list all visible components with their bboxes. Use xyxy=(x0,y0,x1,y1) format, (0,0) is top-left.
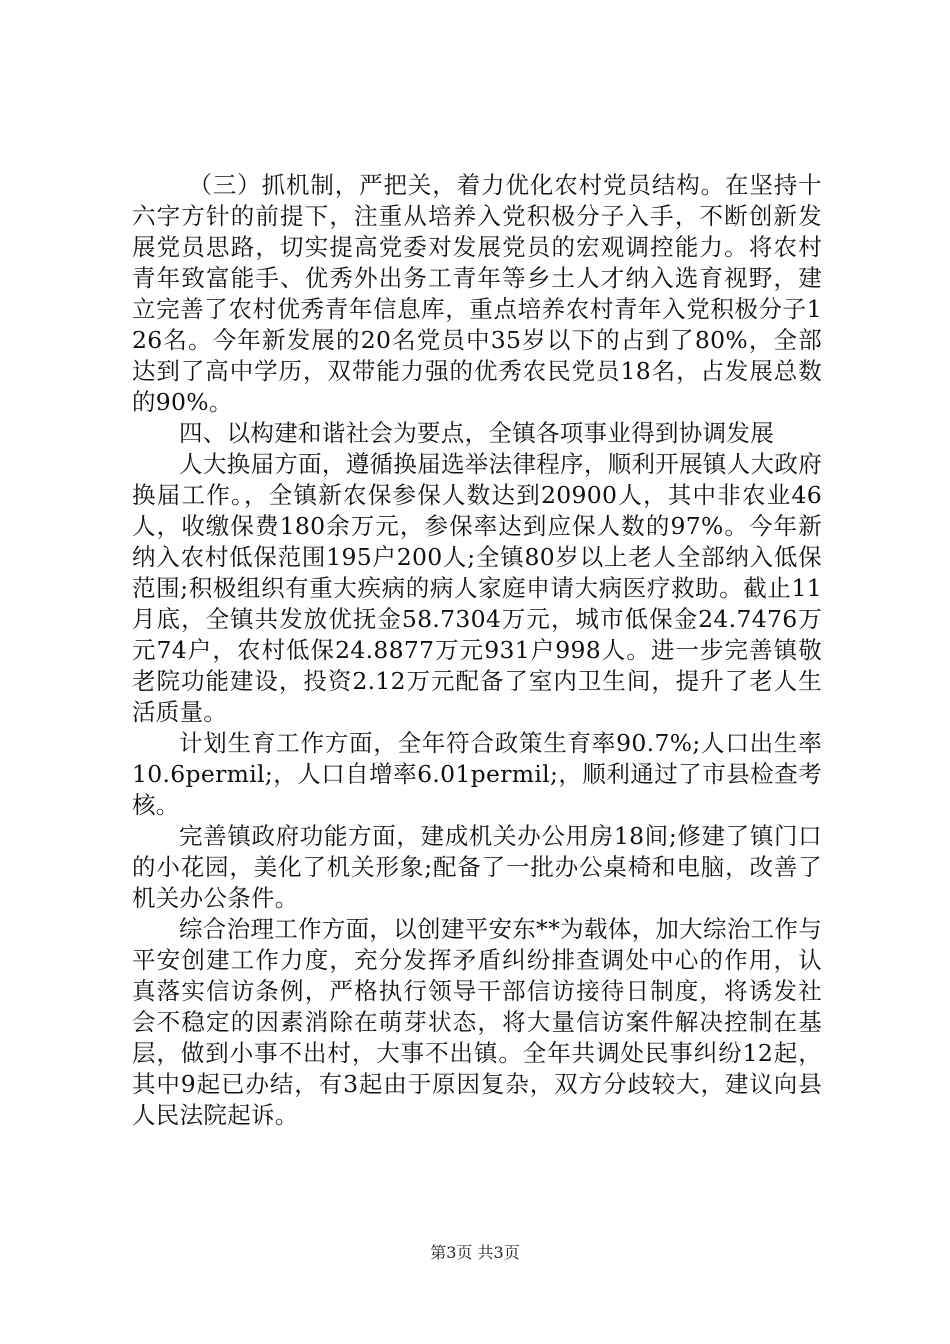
paragraph-npc-election: 人大换届方面，遵循换届选举法律程序，顺利开展镇人大政府换届工作。，全镇新农保参保人数达到20900人，其中非农业46人，收缴保费180余万元，参保率达到应保人数的97%。今年新纳入农村低保范围195户200人;全镇80岁以上老人全部纳入低保范围;积极组织有重大疾病的病人家庭申请大病医疗救助。截止11月底，全镇共发放优抚金58.7304万元，城市低保金24.7476万元74户，农村低保24.8877万元931户998人。进一步完善镇敬老院功能建设，投资2.12万元配备了室内卫生间，提升了老人生活质量。 xyxy=(132,450,822,726)
paragraph-comprehensive-governance: 综合治理工作方面，以创建平安东**为载体，加大综治工作与平安创建工作力度，充分发挥矛盾纠纷排查调处中心的作用，认真落实信访条例，严格执行领导干部信访接待日制度，将诱发社会不稳定的因素消除在萌芽状态，将大量信访案件解决控制在基层，做到小事不出村，大事不出镇。全年共调处民事纠纷12起，其中9起已办结，有3起由于原因复杂，双方分歧较大，建议向县人民法院起诉。 xyxy=(132,915,822,1129)
document-body xyxy=(132,170,822,1131)
page-number-footer: 第3页 共3页 xyxy=(430,1243,520,1262)
paragraph-government-function: 完善镇政府功能方面，建成机关办公用房18间;修建了镇门口的小花园，美化了机关形象;配备了一批办公桌椅和电脑，改善了机关办公条件。 xyxy=(132,822,822,912)
section-heading-harmonious-society: 四、以构建和谐社会为要点，全镇各项事业得到协调发展 xyxy=(179,419,774,447)
paragraph-party-member-structure: （三）抓机制，严把关，着力优化农村党员结构。在坚持十六字方针的前提下，注重从培养入党积极分子入手，不断创新发展党员思路，切实提高党委对发展党员的宏观调控能力。将农村青年致富能手、优秀外出务工青年等乡土人才纳入选育视野，建立完善了农村优秀青年信息库，重点培养农村青年入党积极分子126名。今年新发展的20名党员中35岁以下的占到了80%，全部达到了高中学历，双带能力强的优秀农民党员18名，占发展总数的90%。 xyxy=(132,171,822,416)
paragraph-family-planning: 计划生育工作方面，全年符合政策生育率90.7%;人口出生率10.6permil;，人口自增率6.01permil;，顺利通过了市县检查考核。 xyxy=(132,729,822,819)
